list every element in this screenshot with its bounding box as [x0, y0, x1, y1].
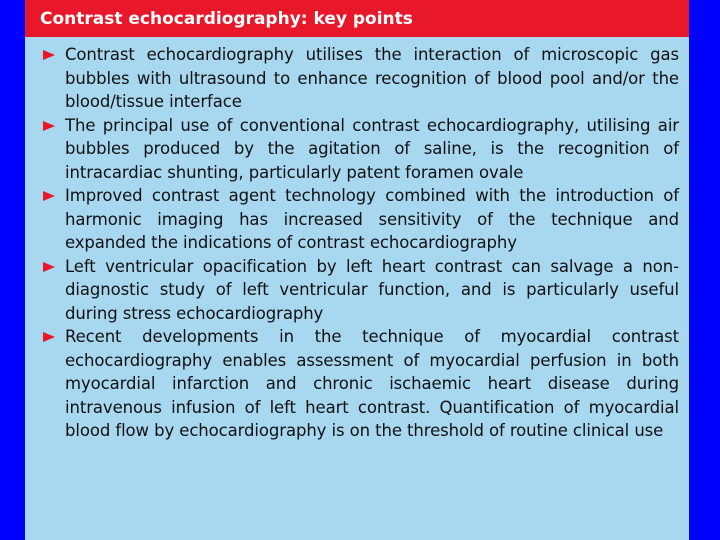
- point-text: Left ventricular opacification by left heart contrast can salvage a non-diagnostic study of left ventricular function, and is particularly useful during stress echocardiography: [65, 256, 679, 323]
- list-item: [43, 114, 679, 185]
- point-text: Contrast echocardiography utilises the interaction of microscopic gas bubbles with ultrasound to enhance recognition of blood pool and/or the blood/tissue interface: [65, 45, 679, 111]
- arrow-bullet-icon: [43, 50, 55, 60]
- point-text: Recent developments in the technique of myocardial contrast echocardiography enables assessment of myocardial perfusion in both myocardial infarction and chronic ischaemic heart disease during intravenous infusion of left heart contrast. Quantification of myocardial blood flow by echocardiography is on the threshold of routine clinical use: [65, 327, 679, 440]
- list-item: [43, 325, 679, 443]
- point-text: The principal use of conventional contrast echocardiography, utilising air bubbles produced by the agitation of saline, is the recognition of intracardiac shunting, particularly patent foramen ovale: [65, 115, 679, 182]
- list-item: [43, 255, 679, 326]
- list-item: [43, 184, 679, 255]
- arrow-bullet-icon: [43, 262, 55, 272]
- key-points-list: [25, 37, 689, 443]
- panel-title: Contrast echocardiography: key points: [40, 8, 413, 29]
- arrow-bullet-icon: [43, 332, 55, 342]
- key-points-panel: [25, 0, 689, 540]
- list-item: [43, 43, 679, 114]
- arrow-bullet-icon: [43, 191, 55, 201]
- point-text: Improved contrast agent technology combined with the introduction of harmonic imaging has increased sensitivity of the technique and expanded the indications of contrast echocardiography: [65, 186, 679, 252]
- panel-header: [25, 0, 689, 37]
- arrow-bullet-icon: [43, 121, 55, 131]
